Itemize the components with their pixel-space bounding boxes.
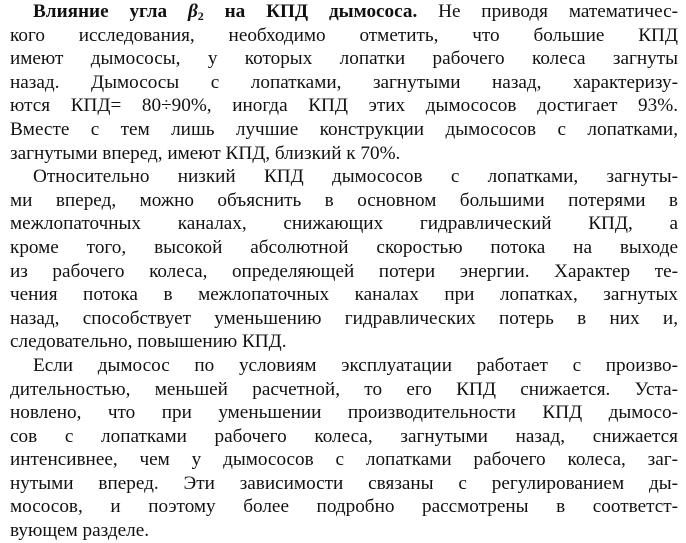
paragraph-3 [10,354,678,543]
paragraph-1-line-1 [10,0,678,24]
document-text [10,0,678,543]
section-heading [33,1,417,22]
paragraph-1-line-5: ются КПД= 80÷90%, иногда КПД этих дымососов достигает 93%. [10,95,678,117]
paragraph-1-line-2: кого исследования, необходимо отметить, что большие КПД [10,24,678,46]
paragraph-1-line-3: имеют дымососы, у которых лопатки рабочего колеса загнуты [10,48,678,70]
paragraph-2-line-2: ми вперед, можно объяснить в основном большими потерями в [10,189,678,211]
paragraph-2-line-8: следовательно, повышению КПД. [10,331,287,353]
paragraph-3-line-8: вующем разделе. [10,520,150,542]
beta-symbol: $\beta_2$ [187,1,204,23]
paragraph-3-line-4: сов с лопатками рабочего колеса, загнутыми назад, снижается [10,425,678,447]
paragraph-1-line-4: назад. Дымососы с лопатками, загнутыми назад, характеризу- [10,71,678,93]
paragraph-1-line-7: загнутыми вперед, имеют КПД, близкий к 70%. [10,142,401,164]
beta-subscript: 2 [197,9,204,23]
paragraph-3-line-3: новлено, что при уменьшении производительности КПД дымосо- [10,402,678,424]
paragraph-2-line-4: кроме того, высокой абсолютной скоростью потока на выходе [10,236,678,258]
paragraph-3-line-2: дительностью, меньшей расчетной, то его КПД снижается. Уста- [10,378,678,400]
section-heading-prefix: Влияние угла [33,1,188,22]
paragraph-2-line-6: чения потока в межлопаточных каналах при лопатках, загнутых [10,284,678,306]
paragraph-3-line-1: Если дымосос по условиям эксплуатации работает с произво- [33,354,678,376]
paragraph-3-line-6: нутыми вперед. Эти зависимости связаны с регулированием ды- [10,472,678,494]
paragraph-3-line-5: интенсивнее, чем у дымососов с лопатками рабочего колеса, заг- [10,449,678,471]
paragraph-2-line-5: из рабочего колеса, определяющей потери энергии. Характер те- [10,260,678,282]
paragraph-1-line-1-text: Не приводя математичес- [417,1,678,22]
paragraph-2-line-1: Относительно низкий КПД дымососов с лопатками, загнуты- [33,166,678,188]
section-heading-suffix: на КПД дымососа. [203,1,418,22]
paragraph-1-line-6: Вместе с тем лишь лучшие конструкции дымососов с лопатками, [10,118,678,140]
paragraph-3-line-7: мососов, и поэтому более подробно рассмотрены в соответст- [10,496,678,518]
paragraph-2 [10,165,678,354]
paragraph-2-line-7: назад, способствует уменьшению гидравлических потерь в них и, [10,307,678,329]
paragraph-2-line-3: межлопаточных каналах, снижающих гидравлический КПД, а [10,213,678,235]
paragraph-1 [10,0,678,165]
